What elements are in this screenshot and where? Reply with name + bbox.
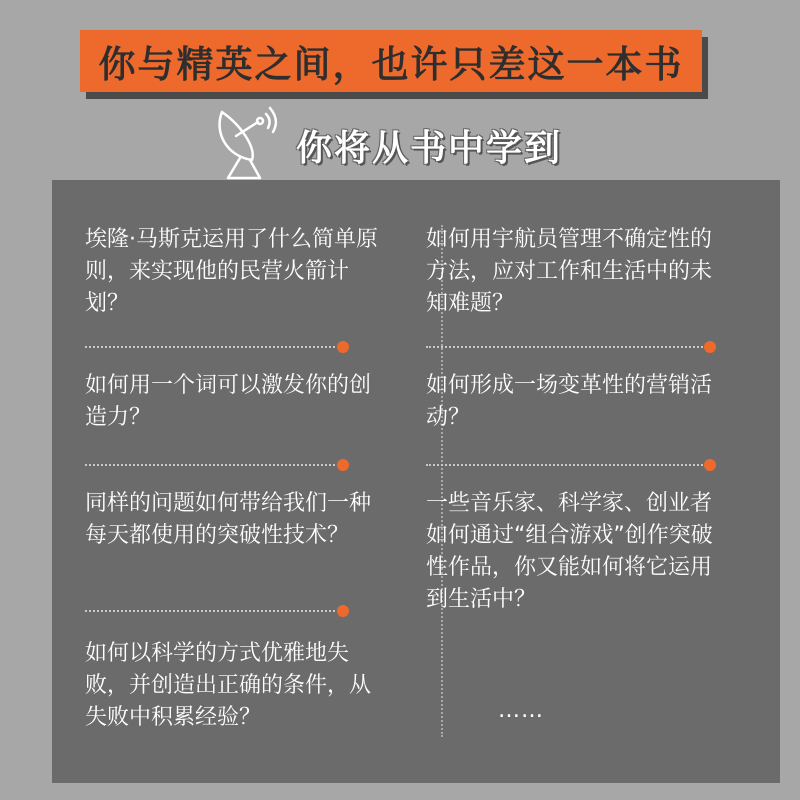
item-separator: [85, 459, 349, 471]
question-item: 同样的问题如何带给我们一种每天都使用的突破性技术？: [85, 491, 372, 548]
question-item: 如何形成一场变革性的营销活动？: [426, 373, 713, 430]
headline-banner: [80, 30, 702, 92]
satellite-dish-icon: [212, 100, 288, 182]
item-separator: [426, 459, 716, 471]
question-item: 如何以科学的方式优雅地失败，并创造出正确的条件，从失败中积累经验？: [85, 641, 372, 730]
section-subtitle: 你将从书中学到: [296, 128, 563, 169]
question-item: 一些音乐家、科学家、创业者如何通过“组合游戏”创作突破性作品，你又能如何将它运用到生活中？: [426, 491, 713, 612]
item-separator: [426, 341, 716, 353]
more-ellipsis: ……: [498, 698, 544, 723]
question-item: 如何用一个词可以激发你的创造力？: [85, 373, 372, 430]
item-separator: [85, 341, 349, 353]
headline-title: 你与精英之间，也许只差这一本书: [98, 43, 684, 86]
item-separator: [85, 605, 349, 617]
question-item: 如何用宇航员管理不确定性的方法，应对工作和生活中的未知难题？: [426, 227, 713, 316]
content-panel: [52, 180, 780, 783]
question-item: 埃隆·马斯克运用了什么简单原则，来实现他的民营火箭计划？: [85, 227, 378, 316]
